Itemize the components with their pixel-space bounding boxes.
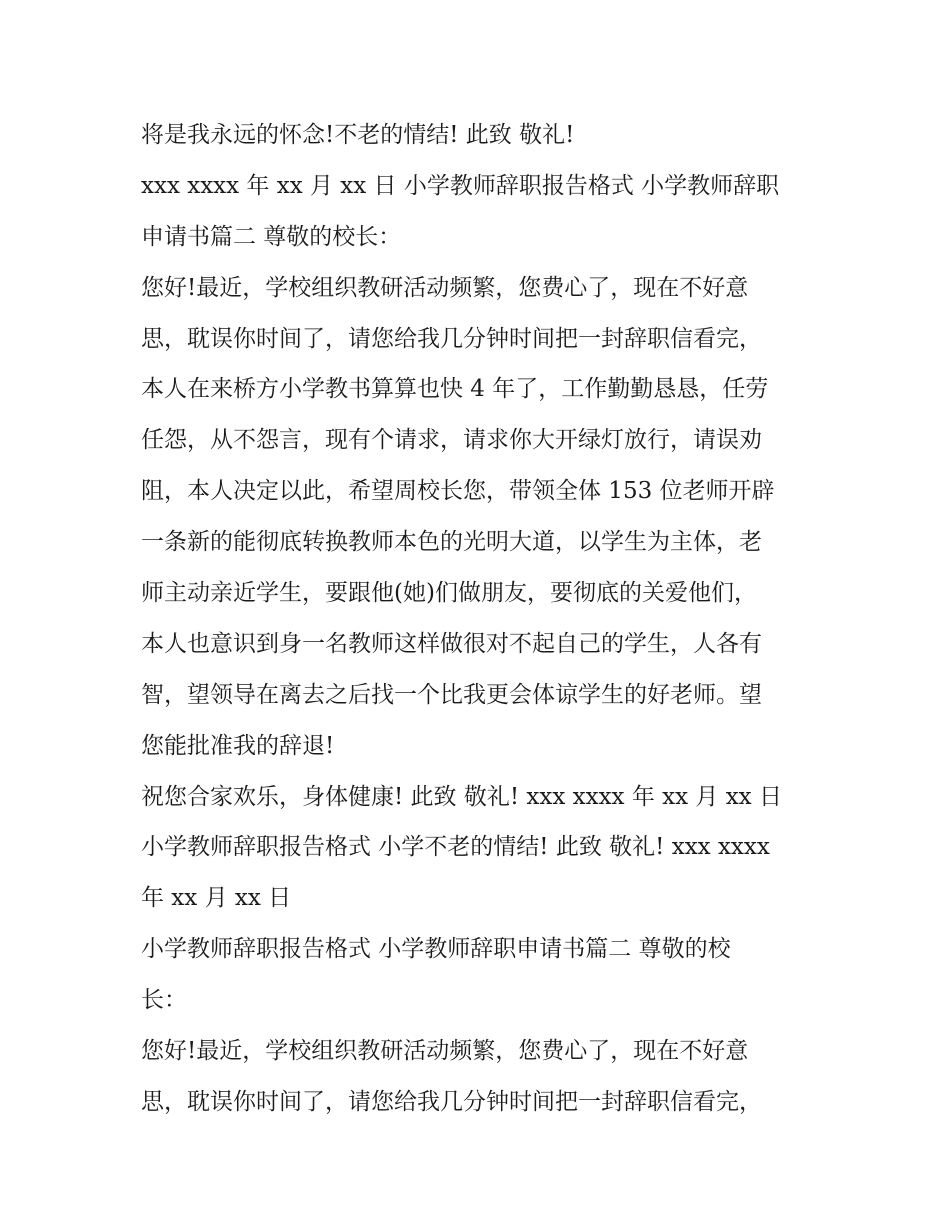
text-line: 任怨，从不怨言，现有个请求，请求你大开绿灯放行，请误劝 xyxy=(141,427,762,454)
text-line: 一条新的能彻底转换教师本色的光明大道，以学生为主体，老 xyxy=(141,529,762,556)
text-line: 思，耽误你时间了，请您给我几分钟时间把一封辞职信看完， xyxy=(141,325,762,352)
text-line: 师主动亲近学生，要跟他(她)们做朋友，要彻底的关爱他们， xyxy=(141,580,757,607)
text-line: 您好!最近，学校组织教研活动频繁，您费心了，现在不好意 xyxy=(141,274,749,301)
text-line: 智，望领导在离去之后找一个比我更会体谅学生的好老师。望 xyxy=(141,681,762,708)
text-line: xxx xxxx 年 xx 月 xx 日 小学教师辞职报告格式 小学教师辞职 xyxy=(141,172,780,199)
text-line: 申请书篇二 尊敬的校长： xyxy=(141,223,402,250)
text-line: 思，耽误你时间了，请您给我几分钟时间把一封辞职信看完， xyxy=(141,1088,762,1115)
text-line: 祝您合家欢乐，身体健康! 此致 敬礼! xxx xxxx 年 xx 月 xx 日 xyxy=(141,783,782,810)
text-line: 年 xx 月 xx 日 xyxy=(141,885,292,912)
text-line: 长： xyxy=(141,987,187,1014)
text-line: 本人也意识到身一名教师这样做很对不起自己的学生，人各有 xyxy=(141,630,762,657)
text-line: 您好!最近，学校组织教研活动频繁，您费心了，现在不好意 xyxy=(141,1038,749,1065)
text-line: 小学教师辞职报告格式 小学不老的情结! 此致 敬礼! xxx xxxx xyxy=(141,834,770,861)
text-line: 小学教师辞职报告格式 小学教师辞职申请书篇二 尊敬的校 xyxy=(141,936,731,963)
text-line: 本人在来桥方小学教书算算也快 4 年了，工作勤勤恳恳，任劳 xyxy=(141,376,769,403)
document-body xyxy=(141,110,821,1128)
text-line: 将是我永远的怀念!不老的情结! 此致 敬礼! xyxy=(141,122,575,148)
text-line: 阻，本人决定以此，希望周校长您，带领全体 153 位老师开辟 xyxy=(141,478,775,505)
text-line: 您能批准我的辞退! xyxy=(141,732,335,759)
